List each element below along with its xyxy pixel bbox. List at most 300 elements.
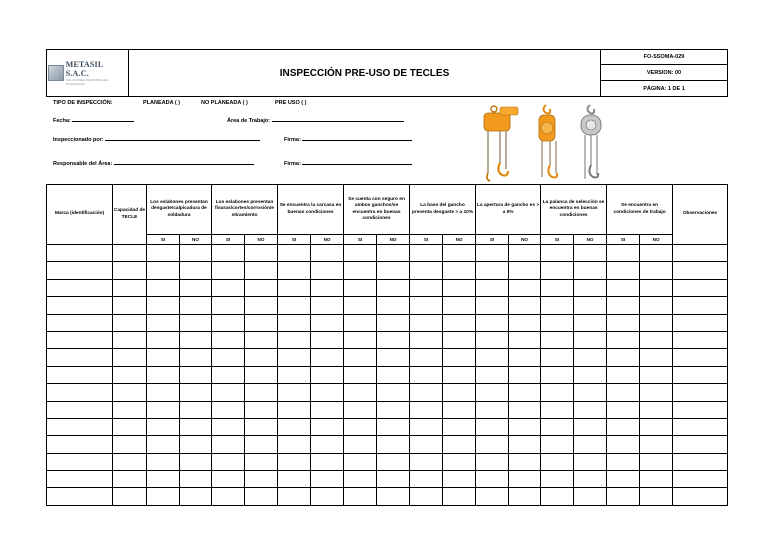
table-cell[interactable] [607,471,640,488]
table-cell[interactable] [410,436,443,453]
table-cell[interactable] [147,453,180,470]
table-cell[interactable] [377,488,410,505]
col-header-check: La apertura de gancho es > a 5% [476,185,541,235]
table-cell[interactable] [673,331,728,348]
table-cell[interactable] [311,453,344,470]
table-cell[interactable] [476,314,509,331]
table-cell[interactable] [47,262,113,279]
table-cell[interactable] [113,297,147,314]
table-cell[interactable] [311,366,344,383]
table-cell[interactable] [311,279,344,296]
table-cell[interactable] [113,279,147,296]
table-cell[interactable] [541,331,574,348]
table-cell[interactable] [47,349,113,366]
table-cell[interactable] [673,418,728,435]
firma2-input-line[interactable] [302,158,412,165]
table-cell[interactable] [212,401,245,418]
table-cell[interactable] [476,418,509,435]
table-cell[interactable] [278,279,311,296]
table-cell[interactable] [509,436,541,453]
table-cell[interactable] [344,366,377,383]
table-cell[interactable] [607,245,640,262]
pre-uso-option[interactable]: PRE USO ( ) [275,100,307,106]
table-cell[interactable] [278,297,311,314]
table-cell[interactable] [245,488,278,505]
table-row [47,488,728,505]
table-cell[interactable] [311,418,344,435]
table-cell[interactable] [147,245,180,262]
table-cell[interactable] [180,418,212,435]
table-cell[interactable] [443,471,476,488]
table-cell[interactable] [410,279,443,296]
table-cell[interactable] [245,262,278,279]
table-cell[interactable] [47,418,113,435]
table-cell[interactable] [344,453,377,470]
table-cell[interactable] [443,488,476,505]
table-cell[interactable] [410,401,443,418]
table-cell[interactable] [673,245,728,262]
table-cell[interactable] [541,471,574,488]
table-cell[interactable] [541,314,574,331]
table-cell[interactable] [344,262,377,279]
table-cell[interactable] [180,297,212,314]
table-cell[interactable] [377,384,410,401]
table-cell[interactable] [541,297,574,314]
table-cell[interactable] [147,366,180,383]
table-cell[interactable] [344,488,377,505]
table-cell[interactable] [541,453,574,470]
table-cell[interactable] [344,384,377,401]
table-cell[interactable] [311,349,344,366]
table-cell[interactable] [443,366,476,383]
table-cell[interactable] [443,245,476,262]
table-cell[interactable] [640,262,673,279]
table-cell[interactable] [410,245,443,262]
table-cell[interactable] [509,488,541,505]
table-cell[interactable] [607,488,640,505]
table-cell[interactable] [607,297,640,314]
table-cell[interactable] [113,471,147,488]
table-cell[interactable] [311,401,344,418]
table-cell[interactable] [311,245,344,262]
table-cell[interactable] [541,488,574,505]
table-cell[interactable] [673,471,728,488]
table-cell[interactable] [278,314,311,331]
table-cell[interactable] [180,279,212,296]
table-cell[interactable] [180,384,212,401]
table-cell[interactable] [212,384,245,401]
table-cell[interactable] [574,279,607,296]
table-cell[interactable] [147,314,180,331]
table-cell[interactable] [245,471,278,488]
table-cell[interactable] [410,418,443,435]
table-cell[interactable] [278,418,311,435]
table-cell[interactable] [377,471,410,488]
table-cell[interactable] [245,401,278,418]
table-cell[interactable] [574,349,607,366]
table-cell[interactable] [180,471,212,488]
table-cell[interactable] [509,401,541,418]
table-cell[interactable] [607,453,640,470]
table-cell[interactable] [476,453,509,470]
table-cell[interactable] [344,471,377,488]
table-cell[interactable] [541,418,574,435]
table-cell[interactable] [113,366,147,383]
table-cell[interactable] [443,418,476,435]
table-cell[interactable] [509,331,541,348]
table-cell[interactable] [311,331,344,348]
table-cell[interactable] [541,401,574,418]
table-cell[interactable] [113,245,147,262]
table-cell[interactable] [377,436,410,453]
table-cell[interactable] [410,349,443,366]
table-cell[interactable] [673,349,728,366]
table-cell[interactable] [410,297,443,314]
table-cell[interactable] [607,349,640,366]
table-cell[interactable] [47,366,113,383]
table-cell[interactable] [113,384,147,401]
table-cell[interactable] [377,401,410,418]
table-cell[interactable] [443,401,476,418]
table-cell[interactable] [443,262,476,279]
table-cell[interactable] [377,245,410,262]
table-cell[interactable] [245,331,278,348]
table-cell[interactable] [509,453,541,470]
table-cell[interactable] [47,245,113,262]
table-cell[interactable] [476,384,509,401]
table-cell[interactable] [574,418,607,435]
table-cell[interactable] [180,331,212,348]
table-cell[interactable] [212,314,245,331]
table-cell[interactable] [180,349,212,366]
table-cell[interactable] [509,314,541,331]
table-cell[interactable] [344,279,377,296]
table-cell[interactable] [541,436,574,453]
table-cell[interactable] [147,471,180,488]
table-cell[interactable] [410,366,443,383]
table-cell[interactable] [344,349,377,366]
table-cell[interactable] [212,453,245,470]
table-cell[interactable] [180,488,212,505]
table-cell[interactable] [311,297,344,314]
table-cell[interactable] [607,366,640,383]
table-cell[interactable] [47,384,113,401]
table-cell[interactable] [443,349,476,366]
table-cell[interactable] [640,418,673,435]
table-cell[interactable] [212,262,245,279]
table-cell[interactable] [147,488,180,505]
table-cell[interactable] [640,245,673,262]
table-cell[interactable] [245,349,278,366]
table-cell[interactable] [47,279,113,296]
table-cell[interactable] [673,279,728,296]
table-cell[interactable] [212,331,245,348]
table-cell[interactable] [245,245,278,262]
table-cell[interactable] [410,314,443,331]
table-cell[interactable] [410,453,443,470]
table-cell[interactable] [377,331,410,348]
table-cell[interactable] [377,349,410,366]
table-cell[interactable] [212,366,245,383]
table-cell[interactable] [278,245,311,262]
table-cell[interactable] [476,349,509,366]
table-cell[interactable] [113,262,147,279]
table-cell[interactable] [212,279,245,296]
table-cell[interactable] [509,418,541,435]
inspection-table [46,184,728,506]
table-cell[interactable] [147,384,180,401]
table-cell[interactable] [344,314,377,331]
table-cell[interactable] [212,471,245,488]
table-cell[interactable] [147,349,180,366]
table-cell[interactable] [509,279,541,296]
table-cell[interactable] [245,314,278,331]
table-cell[interactable] [509,245,541,262]
table-cell[interactable] [147,297,180,314]
inspeccionado-input-line[interactable] [105,134,260,141]
fecha-input-line[interactable] [72,115,134,122]
table-cell[interactable] [443,297,476,314]
fecha-field [53,115,134,124]
table-cell[interactable] [47,471,113,488]
table-cell[interactable] [245,279,278,296]
table-cell[interactable] [180,453,212,470]
table-cell[interactable] [574,245,607,262]
table-cell[interactable] [476,436,509,453]
table-cell[interactable] [640,314,673,331]
table-cell[interactable] [673,453,728,470]
table-cell[interactable] [377,366,410,383]
table-cell[interactable] [607,279,640,296]
table-cell[interactable] [113,453,147,470]
table-cell[interactable] [574,297,607,314]
table-cell[interactable] [640,279,673,296]
table-cell[interactable] [410,262,443,279]
table-cell[interactable] [311,488,344,505]
table-cell[interactable] [640,488,673,505]
table-cell[interactable] [541,279,574,296]
table-cell[interactable] [212,418,245,435]
table-cell[interactable] [245,436,278,453]
firma1-input-line[interactable] [302,134,412,141]
table-cell[interactable] [509,384,541,401]
table-cell[interactable] [180,436,212,453]
table-cell[interactable] [574,262,607,279]
table-cell[interactable] [673,488,728,505]
table-cell[interactable] [344,401,377,418]
table-cell[interactable] [509,471,541,488]
table-cell[interactable] [147,436,180,453]
table-cell[interactable] [311,471,344,488]
table-cell[interactable] [47,314,113,331]
table-cell[interactable] [443,331,476,348]
table-cell[interactable] [212,349,245,366]
table-cell[interactable] [640,366,673,383]
table-cell[interactable] [640,331,673,348]
table-cell[interactable] [212,245,245,262]
table-cell[interactable] [113,436,147,453]
table-cell[interactable] [476,262,509,279]
table-cell[interactable] [640,471,673,488]
table-cell[interactable] [476,245,509,262]
planeada-option[interactable]: PLANEADA ( ) [143,100,181,106]
table-cell[interactable] [607,436,640,453]
table-cell[interactable] [245,297,278,314]
table-cell[interactable] [574,488,607,505]
table-cell[interactable] [541,262,574,279]
table-cell[interactable] [147,331,180,348]
table-cell[interactable] [212,297,245,314]
table-cell[interactable] [607,384,640,401]
table-cell[interactable] [574,366,607,383]
table-cell[interactable] [212,436,245,453]
table-cell[interactable] [344,436,377,453]
table-cell[interactable] [278,366,311,383]
table-cell[interactable] [278,471,311,488]
table-cell[interactable] [640,401,673,418]
table-cell[interactable] [574,384,607,401]
table-cell[interactable] [410,384,443,401]
subheader-si: SI [212,235,245,245]
table-cell[interactable] [640,384,673,401]
table-cell[interactable] [278,331,311,348]
table-cell[interactable] [47,453,113,470]
table-cell[interactable] [47,488,113,505]
table-cell[interactable] [113,488,147,505]
table-cell[interactable] [640,349,673,366]
table-cell[interactable] [607,314,640,331]
table-cell[interactable] [147,418,180,435]
table-cell[interactable] [245,453,278,470]
table-cell[interactable] [113,314,147,331]
table-cell[interactable] [410,471,443,488]
table-cell[interactable] [245,418,278,435]
table-cell[interactable] [344,331,377,348]
table-cell[interactable] [476,279,509,296]
table-cell[interactable] [574,314,607,331]
table-cell[interactable] [574,401,607,418]
table-cell[interactable] [278,488,311,505]
table-cell[interactable] [278,262,311,279]
table-cell[interactable] [443,384,476,401]
table-cell[interactable] [410,331,443,348]
table-cell[interactable] [673,436,728,453]
table-cell[interactable] [344,245,377,262]
table-cell[interactable] [113,401,147,418]
table-cell[interactable] [47,436,113,453]
table-cell[interactable] [410,488,443,505]
table-cell[interactable] [311,384,344,401]
table-cell[interactable] [377,297,410,314]
table-cell[interactable] [311,314,344,331]
table-cell[interactable] [212,488,245,505]
table-cell[interactable] [476,297,509,314]
table-cell[interactable] [607,418,640,435]
table-cell[interactable] [278,349,311,366]
table-cell[interactable] [574,471,607,488]
table-cell[interactable] [541,245,574,262]
table-cell[interactable] [673,297,728,314]
table-cell[interactable] [47,331,113,348]
table-cell[interactable] [607,262,640,279]
table-cell[interactable] [278,401,311,418]
table-cell[interactable] [607,401,640,418]
table-cell[interactable] [47,401,113,418]
table-cell[interactable] [509,297,541,314]
table-cell[interactable] [640,453,673,470]
table-cell[interactable] [509,349,541,366]
table-cell[interactable] [344,418,377,435]
table-cell[interactable] [574,453,607,470]
table-cell[interactable] [147,401,180,418]
table-cell[interactable] [180,366,212,383]
table-cell[interactable] [377,453,410,470]
table-cell[interactable] [180,401,212,418]
table-cell[interactable] [476,366,509,383]
table-cell[interactable] [311,436,344,453]
table-cell[interactable] [443,314,476,331]
table-cell[interactable] [377,262,410,279]
table-cell[interactable] [180,245,212,262]
table-cell[interactable] [147,262,180,279]
table-cell[interactable] [673,384,728,401]
table-cell[interactable] [640,436,673,453]
table-cell[interactable] [673,314,728,331]
table-cell[interactable] [509,366,541,383]
table-cell[interactable] [476,488,509,505]
table-cell[interactable] [377,279,410,296]
table-cell[interactable] [541,384,574,401]
table-cell[interactable] [673,262,728,279]
responsable-input-line[interactable] [114,158,254,165]
table-cell[interactable] [311,262,344,279]
table-cell[interactable] [113,418,147,435]
table-cell[interactable] [541,349,574,366]
table-cell[interactable] [278,453,311,470]
table-cell[interactable] [377,418,410,435]
area-input-line[interactable] [272,115,404,122]
table-cell[interactable] [673,366,728,383]
table-cell[interactable] [443,453,476,470]
table-cell[interactable] [344,297,377,314]
table-cell[interactable] [476,401,509,418]
table-cell[interactable] [47,297,113,314]
table-cell[interactable] [180,262,212,279]
table-cell[interactable] [673,401,728,418]
table-cell[interactable] [574,331,607,348]
table-cell[interactable] [607,331,640,348]
table-cell[interactable] [245,384,278,401]
subheader-no: NO [509,235,541,245]
table-cell[interactable] [476,471,509,488]
table-cell[interactable] [443,279,476,296]
table-cell[interactable] [574,436,607,453]
table-cell[interactable] [509,262,541,279]
table-cell[interactable] [476,331,509,348]
table-cell[interactable] [245,366,278,383]
table-cell[interactable] [180,314,212,331]
table-cell[interactable] [541,366,574,383]
table-cell[interactable] [640,297,673,314]
no-planeada-option[interactable]: NO PLANEADA ( ) [201,100,248,106]
table-cell[interactable] [278,384,311,401]
table-cell[interactable] [278,436,311,453]
table-cell[interactable] [377,314,410,331]
table-cell[interactable] [113,331,147,348]
table-cell[interactable] [113,349,147,366]
table-cell[interactable] [443,436,476,453]
table-cell[interactable] [147,279,180,296]
